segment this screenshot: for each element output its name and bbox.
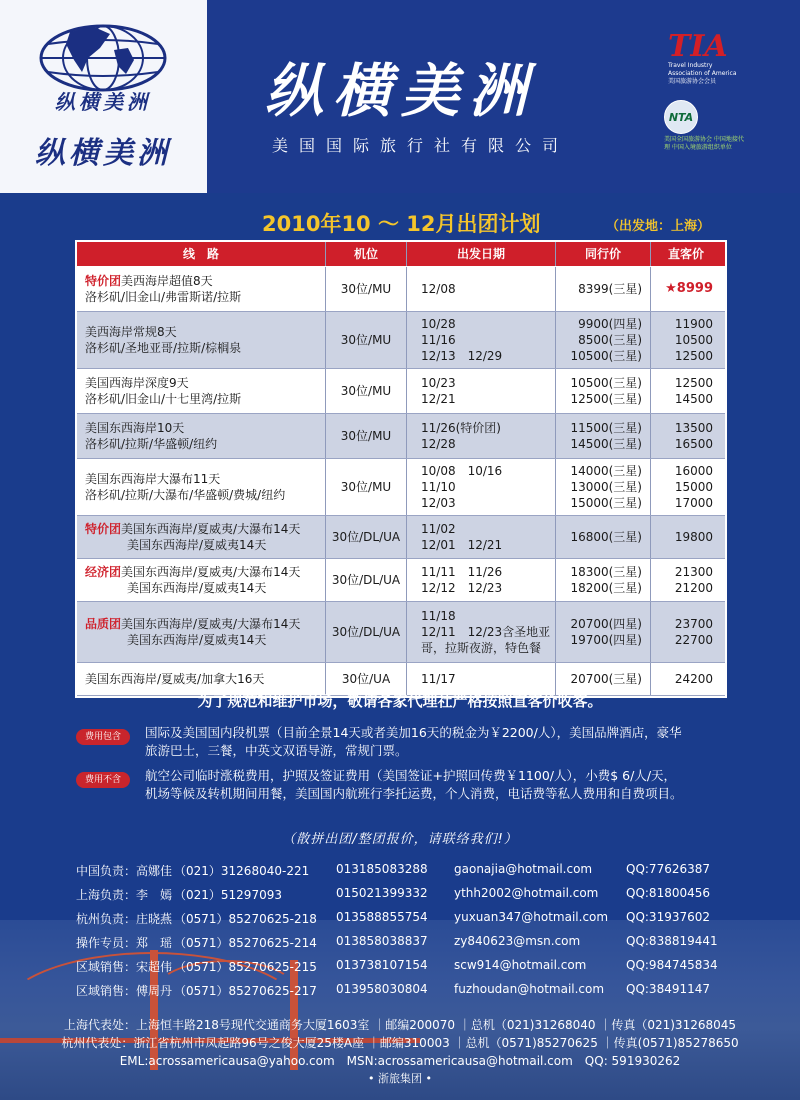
trade-price-cell (556, 414, 651, 458)
trade-price: 13000(三星) (570, 480, 642, 494)
contact-row (76, 982, 766, 1004)
contact-phone: （021）31268040-221 (174, 864, 310, 878)
seats-value: 30位/MU (340, 333, 392, 347)
retail-price: 12500 (674, 349, 713, 363)
route-line (85, 391, 325, 407)
retail-price-cell (651, 267, 721, 311)
route-text: 美西海岸常规8天 (85, 325, 177, 339)
contact-role: 上海负责：李 嫣 (76, 888, 173, 902)
fee-included-badge: 费用包含 (76, 729, 130, 745)
seats-value: 30位/DL/UA (331, 573, 401, 587)
trade-price: 10500(三星) (570, 349, 642, 363)
departure-date: 11/02 (421, 522, 456, 536)
departure-date: 12/08 (421, 282, 456, 296)
logo-name: 纵横美洲 (35, 136, 171, 171)
route-text: 美国东西海岸/夏威夷/大瀑布14天 (121, 617, 301, 631)
contact-role: 区域销售：傅周丹 (76, 984, 173, 998)
contact-role: 杭州负责：庄晓燕 (76, 912, 173, 926)
contact-email[interactable]: zy840623@msn.com (454, 934, 581, 948)
trade-price: 9900(四星) (578, 317, 642, 331)
seats-cell (326, 312, 407, 368)
seats-value: 30位/MU (340, 429, 392, 443)
route-line (85, 340, 325, 356)
route-line (85, 375, 325, 391)
tour-type-tag: 特价团 (85, 274, 122, 288)
retail-price: 21200 (674, 581, 713, 595)
trade-price: 18300(三星) (570, 565, 642, 579)
departure-date: 11/10 (421, 480, 456, 494)
seats-cell (326, 459, 407, 515)
departure-date: 12/13 12/29 (421, 349, 503, 363)
seats-cell (326, 369, 407, 413)
footer-group: • 浙旅集团 • (368, 1072, 432, 1085)
col-header-dates: 出发日期 (407, 242, 556, 266)
dates-cell (407, 559, 556, 601)
seats-cell (326, 267, 407, 311)
route-line (85, 521, 325, 537)
route-line (85, 289, 325, 305)
table-row (77, 267, 725, 312)
contact-phone: （021）51297093 (174, 888, 282, 902)
contact-email[interactable]: ythh2002@hotmail.com (454, 886, 599, 900)
fee-excluded-badge: 费用不含 (76, 772, 130, 788)
tour-type-tag: 品质团 (85, 617, 122, 631)
route-cell (77, 459, 326, 515)
tia-logo-icon: TIA (668, 29, 728, 64)
departure-date: 10/28 (421, 317, 456, 331)
contact-mobile: 013738107154 (336, 958, 428, 972)
retail-price: 12500 (674, 376, 713, 390)
retail-price: 19800 (674, 530, 713, 544)
retail-price-cell (651, 559, 721, 601)
route-line (85, 324, 325, 340)
table-row (77, 516, 725, 559)
seats-value: 30位/MU (340, 282, 392, 296)
retail-price-cell (651, 459, 721, 515)
contact-mobile: 013588855754 (336, 910, 428, 924)
departure-date: 10/08 10/16 (421, 464, 503, 478)
route-text: 美国东西海岸/夏威夷14天 (127, 538, 267, 552)
trade-price: 8500(三星) (578, 333, 642, 347)
dates-cell (407, 459, 556, 515)
retail-price: 15000 (674, 480, 713, 494)
trade-price: 11500(三星) (570, 421, 642, 435)
departure-date: 12/01 12/21 (421, 538, 503, 552)
route-text: 美国东西海岸大瀑布11天 (85, 472, 221, 486)
contact-row (76, 958, 766, 980)
contact-phone: （0571）85270625-215 (174, 960, 317, 974)
contact-email[interactable]: fuzhoudan@hotmail.com (454, 982, 605, 996)
retail-price: 11900 (674, 317, 713, 331)
fee-excluded-line: 航空公司临时涨税费用，护照及签证费用（美国签证+护照回传费￥1100/人），小费$ 6/人/天， (145, 768, 677, 783)
seats-cell (326, 559, 407, 601)
pricing-notice: 为了规范和维护市场，敬请各家代理社严格按照直客价收客。 (197, 692, 603, 710)
table-row (77, 414, 725, 459)
retail-price: 16500 (674, 437, 713, 451)
trade-price-cell (556, 459, 651, 515)
contact-phone: （0571）85270625-218 (174, 912, 317, 926)
seats-value: 30位/DL/UA (331, 530, 401, 544)
contact-row (76, 934, 766, 956)
seats-cell (326, 602, 407, 662)
route-text: 美国东西海岸10天 (85, 421, 185, 435)
contact-qq: QQ:838819441 (626, 934, 718, 948)
departure-date: 哥，拉斯夜游，特色餐 (421, 641, 542, 655)
contact-qq: QQ:984745834 (626, 958, 718, 972)
departure-date: 12/21 (421, 392, 456, 406)
fee-excluded-text (145, 767, 765, 803)
route-text: 美国西海岸深度9天 (85, 376, 189, 390)
departure-date: 10/23 (421, 376, 456, 390)
route-text: 洛杉矶/圣地亚哥/拉斯/棕榈泉 (85, 341, 242, 355)
trade-price: 15000(三星) (570, 496, 642, 510)
contact-qq: QQ:31937602 (626, 910, 711, 924)
route-line (85, 436, 325, 452)
retail-price-cell (651, 312, 721, 368)
departure-date: 12/28 (421, 437, 456, 451)
tia-text-en: Travel Industry Association of America (668, 62, 737, 77)
dates-cell (407, 516, 556, 558)
departure-date: 11/26(特价团) (421, 421, 501, 435)
route-line (85, 471, 325, 487)
contact-row (76, 862, 766, 884)
retail-price: 17000 (674, 496, 713, 510)
trade-price: 14000(三星) (570, 464, 642, 478)
retail-price: 14500 (674, 392, 713, 406)
contact-qq: QQ:77626387 (626, 862, 711, 876)
route-text: 美国东西海岸/夏威夷/加拿大16天 (85, 672, 265, 686)
trade-price-cell (556, 267, 651, 311)
retail-price-cell (651, 369, 721, 413)
retail-price-cell (651, 516, 721, 558)
route-cell (77, 267, 326, 311)
route-line (85, 487, 325, 503)
nta-text: 美国全国旅游协会 中国地接代理 中国入境旅游组织单位 (664, 136, 744, 151)
footer-hangzhou-office: 杭州代表处：浙江省杭州市凤起路96号之俊大厦25楼A座 ｜邮编310003 ｜总机（0571)85270625 ｜传真(0571)85278650 (61, 1036, 739, 1050)
route-cell (77, 559, 326, 601)
brand-title: 纵横美洲 (265, 57, 538, 125)
route-line (85, 273, 325, 289)
route-text: 美国东西海岸/夏威夷/大瀑布14天 (121, 522, 301, 536)
contact-mobile: 013185083288 (336, 862, 428, 876)
route-cell (77, 414, 326, 458)
trade-price: 20700(三星) (570, 672, 642, 686)
schedule-title: 2010年10 ～ 12月出团计划 (262, 212, 541, 236)
contact-mobile: 013858038837 (336, 934, 428, 948)
contact-qq: QQ:38491147 (626, 982, 711, 996)
trade-price: 10500(三星) (570, 376, 642, 390)
fee-included-text (145, 724, 765, 760)
trade-price: 16800(三星) (570, 530, 642, 544)
trade-price-cell (556, 312, 651, 368)
table-row (77, 312, 725, 369)
dates-cell (407, 267, 556, 311)
retail-price: 13500 (674, 421, 713, 435)
departure-date: 11/11 11/26 (421, 565, 503, 579)
route-text: 洛杉矶/旧金山/弗雷斯诺/拉斯 (85, 290, 242, 304)
trade-price-cell (556, 369, 651, 413)
retail-price-cell (651, 602, 721, 662)
dates-cell (407, 602, 556, 662)
contact-role: 区域销售：宋超伟 (76, 960, 173, 974)
trade-price: 18200(三星) (570, 581, 642, 595)
route-cell (77, 369, 326, 413)
route-text: 洛杉矶/拉斯/华盛顿/纽约 (85, 437, 218, 451)
route-text: 美国东西海岸/夏威夷/大瀑布14天 (121, 565, 301, 579)
col-header-seats: 机位 (326, 242, 407, 266)
route-line (85, 616, 325, 632)
seats-value: 30位/UA (341, 672, 391, 686)
table-row (77, 369, 725, 414)
logo-panel (0, 0, 207, 193)
dates-cell (407, 414, 556, 458)
trade-price-cell (556, 559, 651, 601)
seats-cell (326, 414, 407, 458)
trade-price: 12500(三星) (570, 392, 642, 406)
retail-price: 10500 (674, 333, 713, 347)
contact-email[interactable]: scw914@hotmail.com (454, 958, 587, 972)
table-row (77, 459, 725, 516)
tour-type-tag: 经济团 (85, 565, 122, 579)
retail-price: 24200 (674, 672, 713, 686)
departure-date: 12/03 (421, 496, 456, 510)
seats-value: 30位/MU (340, 384, 392, 398)
route-text: 美国东西海岸/夏威夷14天 (127, 581, 267, 595)
seats-value: 30位/DL/UA (331, 625, 401, 639)
contact-role: 操作专员：郑 瑶 (76, 936, 173, 950)
fee-included-line: 国际及美国国内段机票（目前全景14天或者美加16天的税金为￥2200/人），美国品牌酒店，豪华 (145, 725, 682, 740)
footer-shanghai-office: 上海代表处：上海恒丰路218号现代交通商务大厦1603室 ｜邮编200070 ｜总机（021)31268040 ｜传真（021)31268045 (63, 1018, 737, 1032)
route-line (85, 537, 325, 553)
contact-heading: （散拼出团/整团报价，请联络我们!） (282, 832, 518, 847)
contact-row (76, 886, 766, 908)
contact-phone: （0571）85270625-214 (174, 936, 317, 950)
contact-row (76, 910, 766, 932)
footer-email-line: EML:acrossamericausa@yahoo.com MSN:acrossamericausa@hotmail.com QQ: 591930262 (119, 1054, 681, 1068)
contact-qq: QQ:81800456 (626, 886, 711, 900)
route-text: 洛杉矶/拉斯/大瀑布/华盛顿/费城/纽约 (85, 488, 286, 502)
tour-type-tag: 特价团 (85, 522, 122, 536)
contact-email[interactable]: gaonajia@hotmail.com (454, 862, 593, 876)
globe-icon (30, 14, 176, 96)
route-cell (77, 516, 326, 558)
dates-cell (407, 369, 556, 413)
table-row (77, 602, 725, 663)
retail-price: 16000 (674, 464, 713, 478)
table-row (77, 559, 725, 602)
nta-badge (664, 100, 744, 152)
retail-price: 21300 (674, 565, 713, 579)
contact-email[interactable]: yuxuan347@hotmail.com (454, 910, 609, 924)
tour-table (75, 240, 727, 698)
trade-price-cell (556, 602, 651, 662)
table-body (77, 267, 725, 696)
retail-price: 23700 (674, 617, 713, 631)
route-text: 美西海岸超值8天 (121, 274, 213, 288)
departure-date: 12/12 12/23 (421, 581, 503, 595)
contact-mobile: 015021399332 (336, 886, 428, 900)
trade-price: 8399(三星) (578, 282, 642, 296)
route-line (85, 632, 325, 648)
col-header-trade-price: 同行价 (556, 242, 651, 266)
col-header-retail-price: 直客价 (667, 247, 704, 261)
fee-excluded-line: 机场等候及转机期间用餐，美国国内航班行李托运费，个人消费，电话费等私人费用和自费项目。 (145, 786, 683, 801)
route-line (85, 420, 325, 436)
contact-role: 中国负责：高娜佳 (76, 864, 173, 878)
contact-mobile: 013958030804 (336, 982, 428, 996)
trade-price: 14500(三星) (570, 437, 642, 451)
retail-price: 22700 (674, 633, 713, 647)
route-text: 美国东西海岸/夏威夷14天 (127, 633, 267, 647)
table-header-row (77, 242, 725, 267)
seats-value: 30位/MU (340, 480, 392, 494)
col-header-route: 线 路 (77, 242, 326, 266)
trade-price-cell (556, 516, 651, 558)
retail-price: ★8999 (665, 281, 713, 296)
logo-text: 纵横美洲 (55, 90, 151, 114)
route-cell (77, 602, 326, 662)
tia-text-cn: 美国旅游协会会员 (668, 78, 717, 85)
route-line (85, 564, 325, 580)
route-cell (77, 312, 326, 368)
tia-badge (668, 29, 748, 86)
trade-price: 19700(四星) (570, 633, 642, 647)
contact-phone: （0571）85270625-217 (174, 984, 317, 998)
nta-logo-icon: NTA (664, 100, 698, 134)
departure-date: 12/11 12/23含圣地亚 (421, 625, 551, 639)
route-line (85, 580, 325, 596)
fee-included-line: 旅游巴士，三餐，中英文双语导游，常规门票。 (145, 743, 408, 758)
dates-cell (407, 312, 556, 368)
departure-date: 11/18 (421, 609, 456, 623)
departure-note: （出发地：上海） (606, 219, 711, 234)
departure-date: 11/16 (421, 333, 456, 347)
route-line (85, 671, 325, 687)
seats-cell (326, 516, 407, 558)
retail-price-cell (651, 414, 721, 458)
departure-date: 11/17 (421, 672, 456, 686)
route-text: 洛杉矶/旧金山/十七里湾/拉斯 (85, 392, 242, 406)
trade-price: 20700(四星) (570, 617, 642, 631)
company-subtitle: 美国国际旅行社有限公司 (272, 136, 570, 155)
